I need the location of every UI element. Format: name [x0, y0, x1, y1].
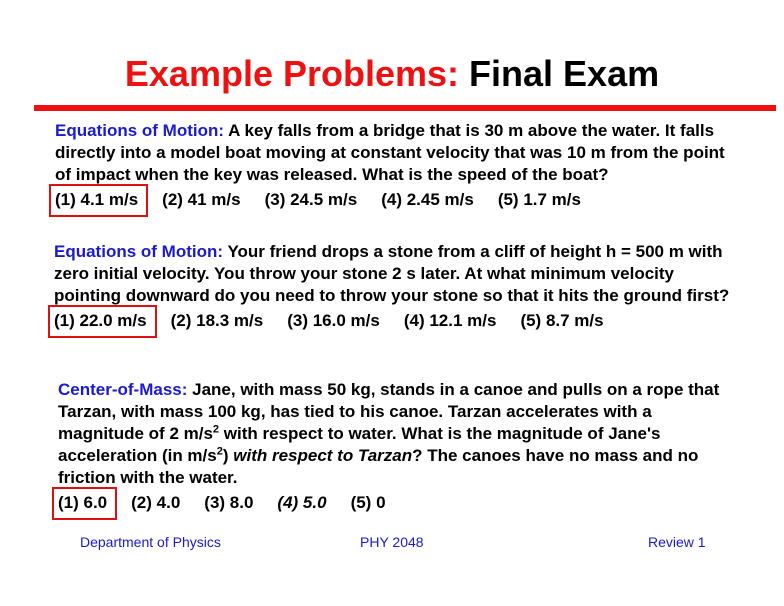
answer-choice: (5) 1.7 m/s [497, 190, 581, 209]
problem-3-text-b: with respect to water. What is the magnitude of Jane's acceleration (in m/s [58, 424, 661, 465]
problem-2-heading: Equations of Motion: [54, 242, 224, 261]
footer-department: Department of Physics [80, 534, 221, 550]
problem-3-italic: with respect to Tarzan [233, 446, 413, 465]
problem-3-heading: Center-of-Mass: [58, 380, 188, 399]
answer-choice: (4) 5.0 [277, 493, 327, 512]
superscript: 2 [216, 445, 223, 458]
problem-3-text-a: Jane, with mass 50 kg, stands in a canoe and pulls on a rope that Tarzan, with mass 100 kg, has tied to his canoe. Tarzan accelerates with a magnitude of 2 m/s [58, 380, 720, 443]
problem-1-answers [55, 189, 735, 211]
problem-2-text: Your friend drops a stone from a cliff of height h = 500 m with zero initial velocity. You throw your stone 2 s later. At what minimum velocity pointing downward do you need to throw your stone so that it hits the ground first? [54, 242, 730, 305]
title-part-1: Example Problems: [124, 53, 460, 94]
title-divider [34, 105, 776, 111]
answer-choice-correct: (1) 6.0 [58, 493, 108, 512]
answer-choice: (3) 8.0 [204, 493, 254, 512]
answer-choice: (2) 18.3 m/s [170, 311, 264, 330]
answer-choice: (5) 0 [350, 493, 386, 512]
footer-course: PHY 2048 [360, 534, 424, 550]
superscript: 2 [212, 423, 220, 436]
title-part-2: Final Exam [469, 53, 660, 94]
answer-choice-correct: (1) 22.0 m/s [54, 311, 147, 330]
problem-1-question [55, 120, 735, 186]
answer-choice: (5) 8.7 m/s [520, 311, 604, 330]
problem-3-answers [58, 492, 738, 514]
problem-3-question [58, 379, 738, 489]
answer-choice: (3) 16.0 m/s [287, 311, 380, 330]
answer-choice: (4) 12.1 m/s [403, 311, 497, 330]
problem-3-text-c: ) [222, 446, 234, 465]
answer-choice: (2) 4.0 [131, 493, 181, 512]
problem-1 [55, 120, 735, 211]
problem-1-heading: Equations of Motion: [55, 121, 225, 140]
answer-choice: (2) 41 m/s [162, 190, 241, 209]
answer-choice-correct: (1) 4.1 m/s [55, 190, 139, 209]
slide-title [0, 53, 784, 95]
answer-choice: (3) 24.5 m/s [264, 190, 358, 209]
problem-3-text-d: ? The canoes have no mass and no friction with the water. [58, 446, 699, 487]
problem-1-text: A key falls from a bridge that is 30 m above the water. It falls directly into a model boat moving at constant velocity that was 10 m from the point of impact when the key was released. What is the speed of the boat? [55, 121, 725, 184]
answer-choice: (4) 2.45 m/s [381, 190, 474, 209]
problem-2-answers [54, 310, 734, 332]
footer-review: Review 1 [648, 534, 706, 550]
problem-2 [54, 241, 734, 332]
problem-2-question [54, 241, 734, 307]
problem-3 [58, 379, 738, 514]
